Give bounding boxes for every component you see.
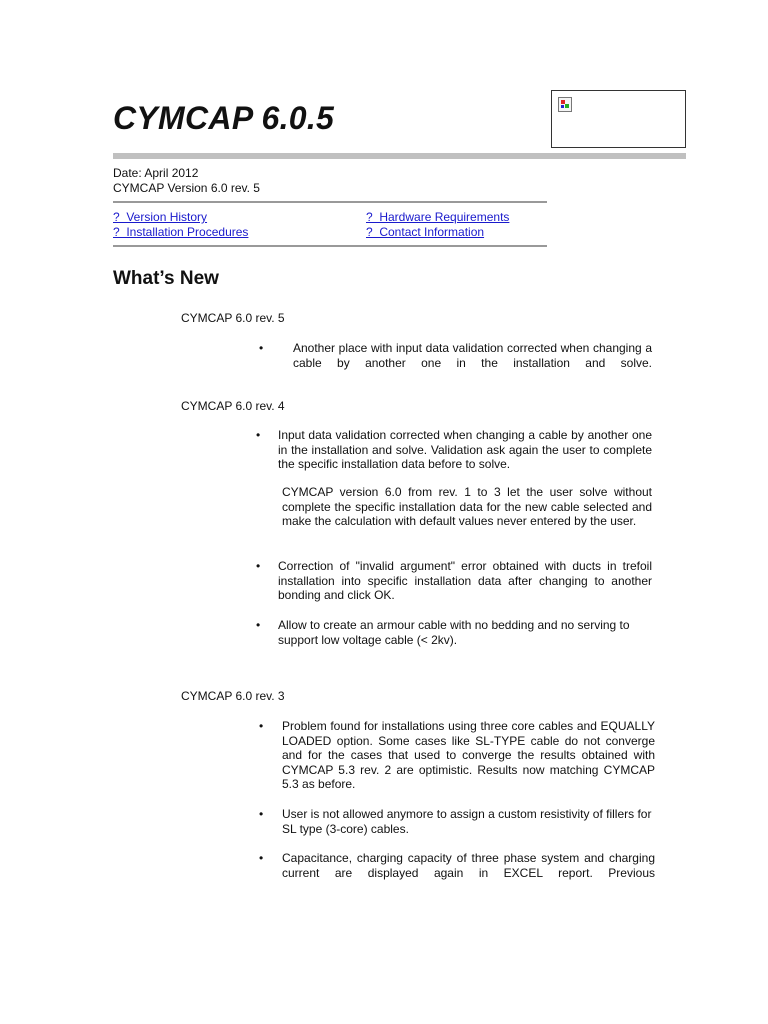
rev4-note: CYMCAP version 6.0 from rev. 1 to 3 let the user solve without complete the specific installation data for the new cable selected and make the calculation with default values never entered by the user.	[282, 485, 652, 528]
release-version: CYMCAP Version 6.0 rev. 5	[113, 181, 260, 195]
links-top-rule	[113, 201, 547, 203]
bullet-icon: •	[259, 807, 264, 821]
rev4-item-1: Input data validation corrected when changing a cable by another one in the installation and solve. Validation ask again the user to complete the specific installation data before to solve.	[278, 428, 652, 471]
logo-frame	[551, 90, 686, 148]
bullet-icon: •	[256, 618, 261, 632]
version-history-link[interactable]: ? Version History	[113, 210, 208, 224]
rev3-label: CYMCAP 6.0 rev. 3	[181, 689, 285, 703]
whats-new-heading: What’s New	[113, 268, 219, 289]
rev3-item-1: Problem found for installations using three core cables and EQUALLY LOADED option. Some cases like SL-TYPE cable do not converge and for the cases that used to converge the results obtained with CYMCAP 5.3 rev. 2 are optimistic. Results now matching CYMCAP 5.3 as before.	[282, 719, 655, 791]
release-date: Date: April 2012	[113, 166, 199, 180]
rev4-item-3: Allow to create an armour cable with no bedding and no serving to support low voltage cable (< 2kv).	[278, 618, 630, 647]
hardware-requirements-link[interactable]: ? Hardware Requirements	[366, 210, 510, 224]
installation-procedures-link[interactable]: ? Installation Procedures	[113, 225, 249, 239]
rev3-item-3: Capacitance, charging capacity of three phase system and charging current are displayed again in EXCEL report. Previous	[282, 851, 655, 880]
contact-information-link[interactable]: ? Contact Information	[366, 225, 485, 239]
bullet-icon: •	[259, 341, 264, 355]
rev3-item-2: User is not allowed anymore to assign a custom resistivity of fillers for SL type (3-core) cables.	[282, 807, 652, 836]
rev4-item-2: Correction of "invalid argument" error obtained with ducts in trefoil installation into specific installation data after changing to another bonding and click OK.	[278, 559, 652, 602]
bullet-icon: •	[256, 428, 261, 442]
rev5-label: CYMCAP 6.0 rev. 5	[181, 311, 285, 325]
bullet-icon: •	[259, 719, 264, 733]
broken-image-icon	[558, 97, 572, 112]
bullet-icon: •	[256, 559, 261, 573]
rev4-label: CYMCAP 6.0 rev. 4	[181, 399, 285, 413]
page-title: CYMCAP 6.0.5	[113, 100, 335, 136]
links-bottom-rule	[113, 245, 547, 247]
title-divider	[113, 153, 686, 159]
bullet-icon: •	[259, 851, 264, 865]
rev5-item-1: Another place with input data validation corrected when changing a cable by another one in the installation and solve.	[293, 341, 652, 370]
